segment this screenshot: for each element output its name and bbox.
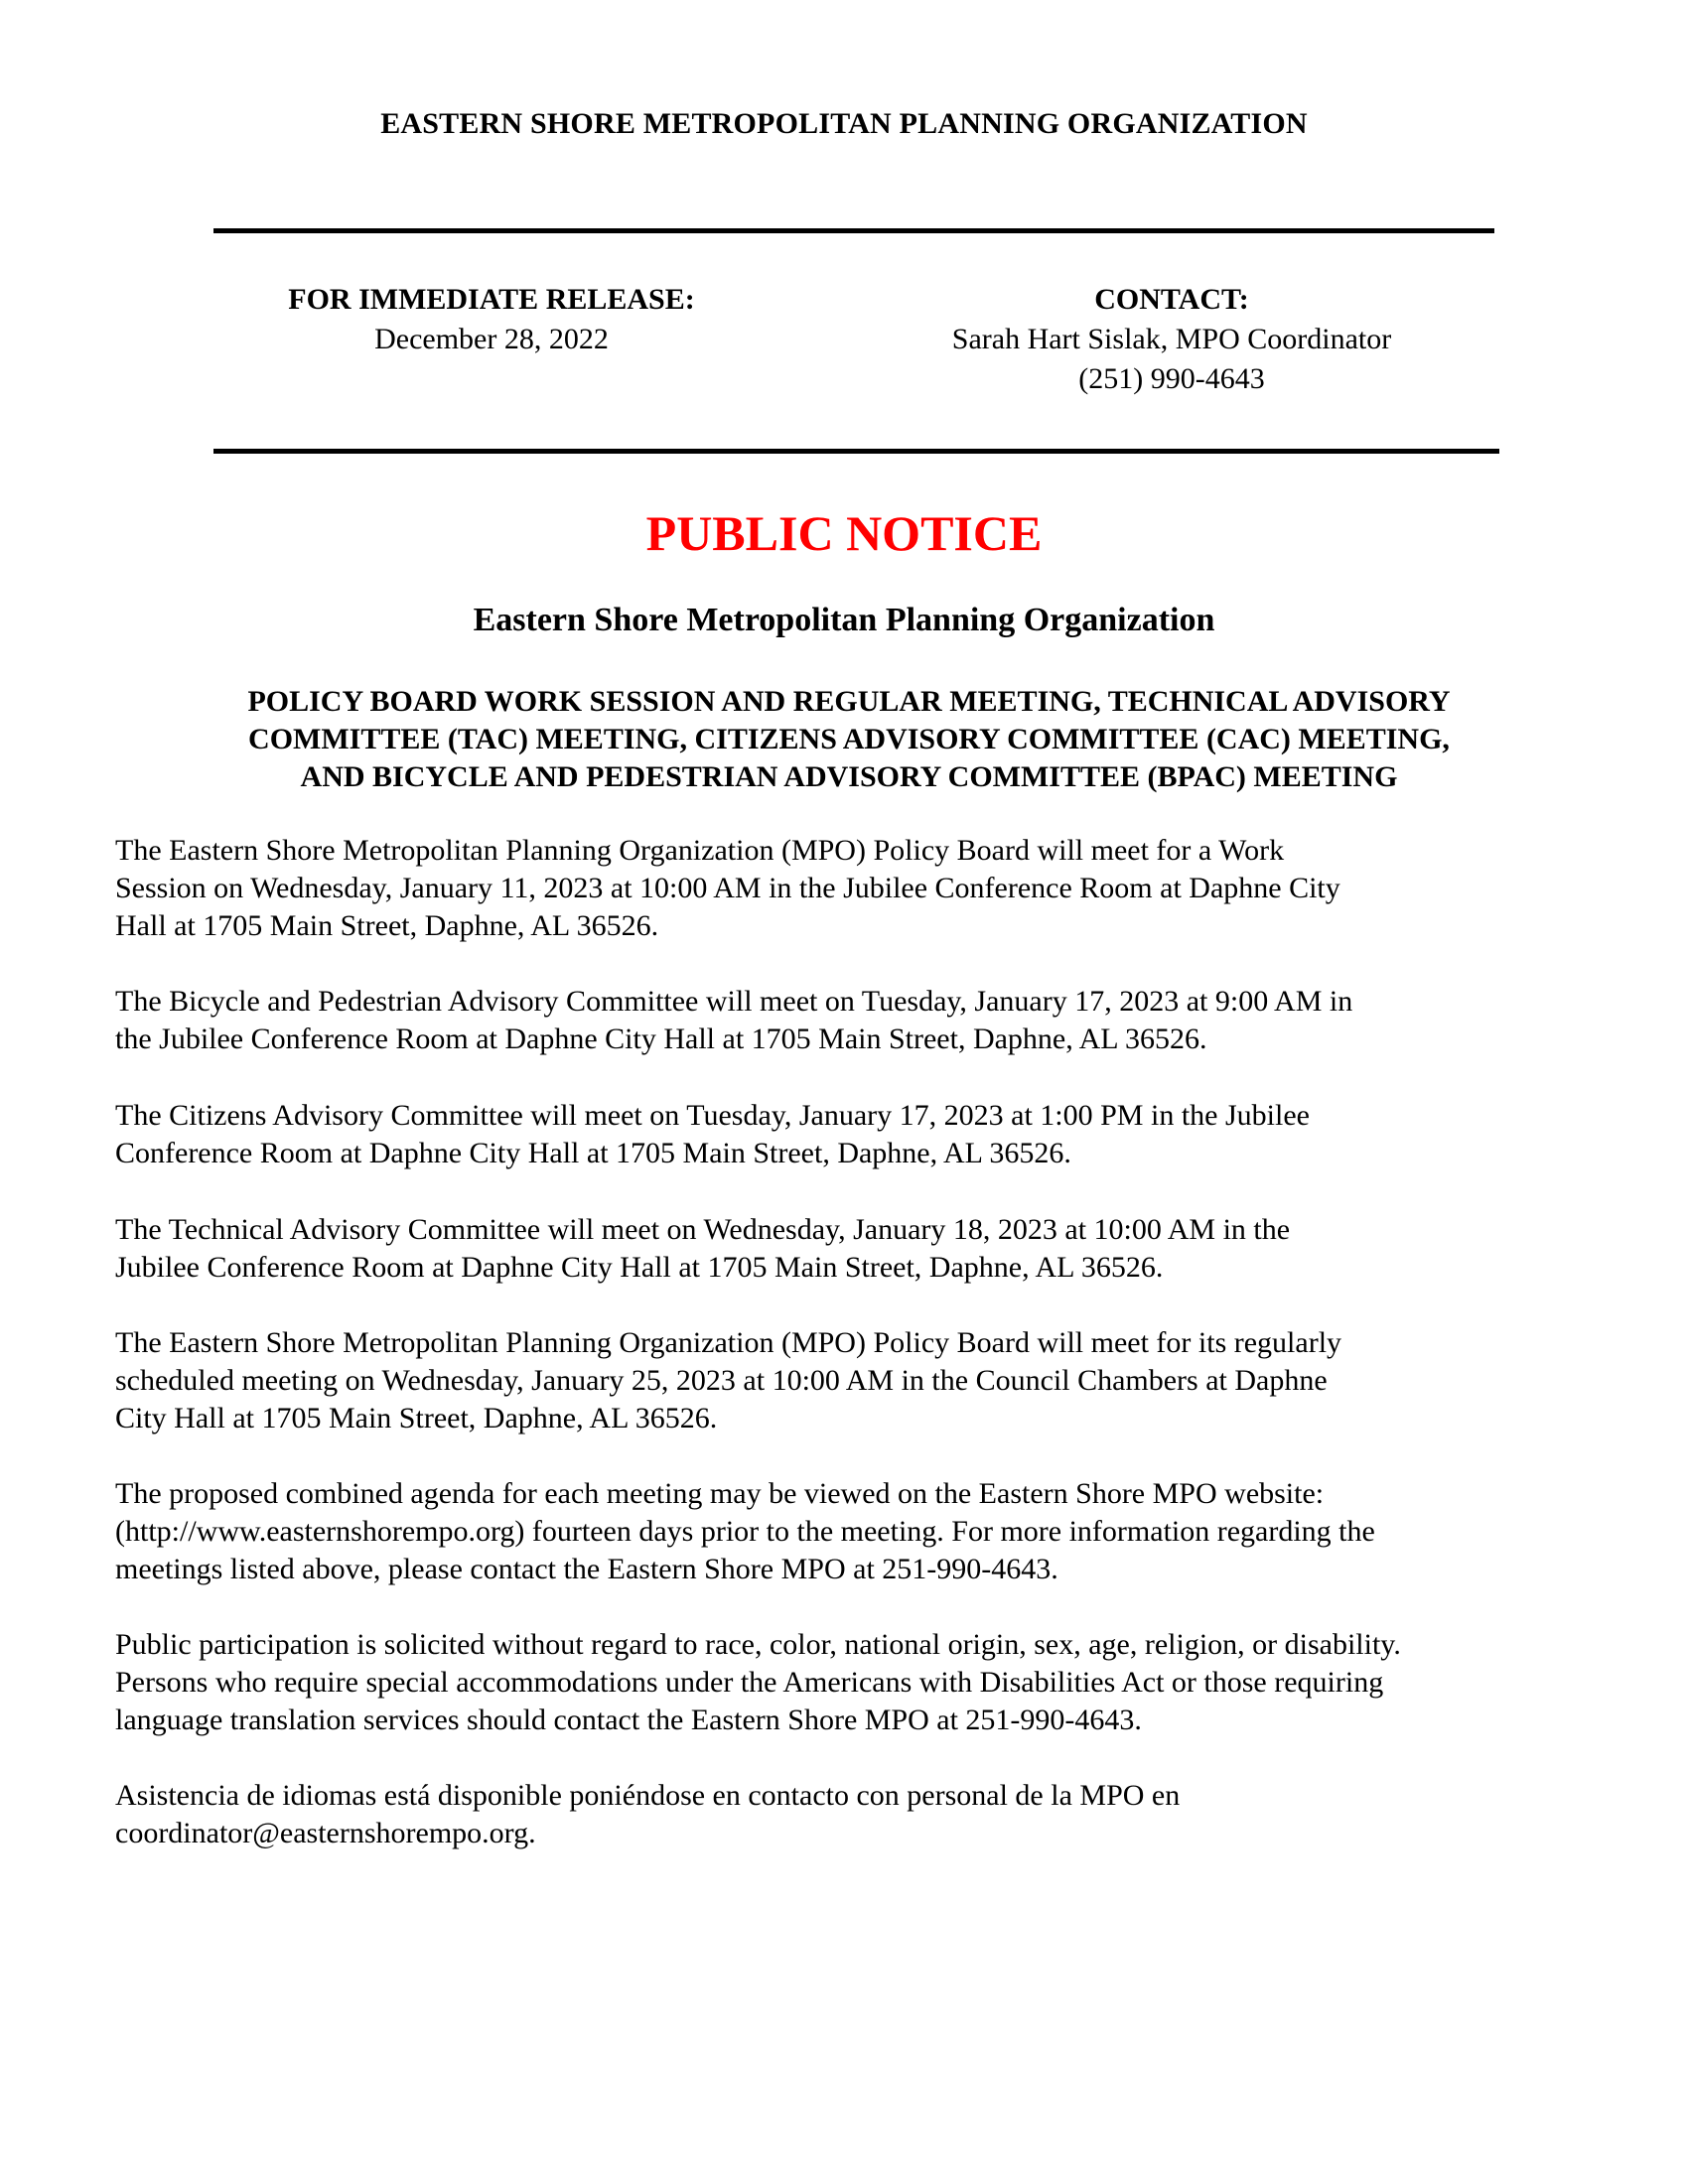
paragraph-work-session bbox=[115, 832, 1565, 945]
contact-name: Sarah Hart Sislak, MPO Coordinator bbox=[951, 323, 1392, 355]
text-line: coordinator@easternshorempo.org. bbox=[115, 1817, 536, 1849]
text-line: (http://www.easternshorempo.org) fourteen days prior to the meeting. For more information regarding the bbox=[115, 1515, 1375, 1548]
heading-line: AND BICYCLE AND PEDESTRIAN ADVISORY COMMITTEE (BPAC) MEETING bbox=[300, 760, 1398, 793]
text-line: The Technical Advisory Committee will meet on Wednesday, January 18, 2023 at 10:00 AM in the bbox=[115, 1213, 1291, 1246]
text-line: Public participation is solicited without regard to race, color, national origin, sex, age, religion, or disability. bbox=[115, 1628, 1401, 1661]
paragraph-regular-meeting bbox=[115, 1324, 1565, 1437]
contact-label: CONTACT: bbox=[1094, 283, 1249, 316]
text-line: the Jubilee Conference Room at Daphne City Hall at 1705 Main Street, Daphne, AL 36526. bbox=[115, 1023, 1207, 1055]
organization-header: EASTERN SHORE METROPOLITAN PLANNING ORGANIZATION bbox=[380, 107, 1308, 140]
release-date: December 28, 2022 bbox=[374, 323, 609, 355]
text-line: The Eastern Shore Metropolitan Planning Organization (MPO) Policy Board will meet for its regularly bbox=[115, 1326, 1342, 1359]
text-line: Session on Wednesday, January 11, 2023 at 10:00 AM in the Jubilee Conference Room at Daphne City bbox=[115, 872, 1340, 904]
text-line: Persons who require special accommodations under the Americans with Disabilities Act or those requiring bbox=[115, 1666, 1384, 1699]
paragraph-tac bbox=[115, 1211, 1565, 1287]
text-line: City Hall at 1705 Main Street, Daphne, AL 36526. bbox=[115, 1402, 718, 1434]
release-block bbox=[288, 280, 695, 359]
text-line: Asistencia de idiomas está disponible poniéndose en contacto con personal de la MPO en bbox=[115, 1779, 1181, 1812]
release-label: FOR IMMEDIATE RELEASE: bbox=[288, 283, 695, 316]
contact-block bbox=[874, 280, 1470, 399]
organization-subtitle: Eastern Shore Metropolitan Planning Organization bbox=[473, 602, 1215, 638]
paragraph-agenda bbox=[115, 1475, 1565, 1588]
heading-line: POLICY BOARD WORK SESSION AND REGULAR MEETING, TECHNICAL ADVISORY bbox=[247, 685, 1451, 718]
text-line: The Citizens Advisory Committee will meet on Tuesday, January 17, 2023 at 1:00 PM in the Jubilee bbox=[115, 1099, 1310, 1132]
paragraph-participation bbox=[115, 1626, 1565, 1739]
heading-line: COMMITTEE (TAC) MEETING, CITIZENS ADVISORY COMMITTEE (CAC) MEETING, bbox=[248, 723, 1450, 755]
paragraph-cac bbox=[115, 1097, 1565, 1172]
bottom-divider bbox=[213, 449, 1499, 454]
text-line: meetings listed above, please contact the Eastern Shore MPO at 251-990-4643. bbox=[115, 1553, 1058, 1585]
meetings-heading bbox=[159, 683, 1539, 796]
text-line: scheduled meeting on Wednesday, January 25, 2023 at 10:00 AM in the Council Chambers at Daphne bbox=[115, 1364, 1328, 1397]
public-notice-title: PUBLIC NOTICE bbox=[645, 505, 1043, 561]
text-line: Conference Room at Daphne City Hall at 1705 Main Street, Daphne, AL 36526. bbox=[115, 1137, 1071, 1169]
text-line: Hall at 1705 Main Street, Daphne, AL 36526. bbox=[115, 909, 659, 942]
text-line: The proposed combined agenda for each meeting may be viewed on the Eastern Shore MPO website: bbox=[115, 1477, 1325, 1510]
text-line: The Eastern Shore Metropolitan Planning Organization (MPO) Policy Board will meet for a Work bbox=[115, 834, 1285, 867]
text-line: The Bicycle and Pedestrian Advisory Committee will meet on Tuesday, January 17, 2023 at 9:00 AM in bbox=[115, 985, 1353, 1018]
text-line: language translation services should contact the Eastern Shore MPO at 251-990-4643. bbox=[115, 1704, 1142, 1736]
text-line: Jubilee Conference Room at Daphne City Hall at 1705 Main Street, Daphne, AL 36526. bbox=[115, 1251, 1164, 1284]
contact-phone: (251) 990-4643 bbox=[1078, 362, 1265, 395]
paragraph-bpac bbox=[115, 983, 1565, 1058]
paragraph-spanish-assistance bbox=[115, 1777, 1565, 1852]
top-divider bbox=[213, 228, 1494, 233]
